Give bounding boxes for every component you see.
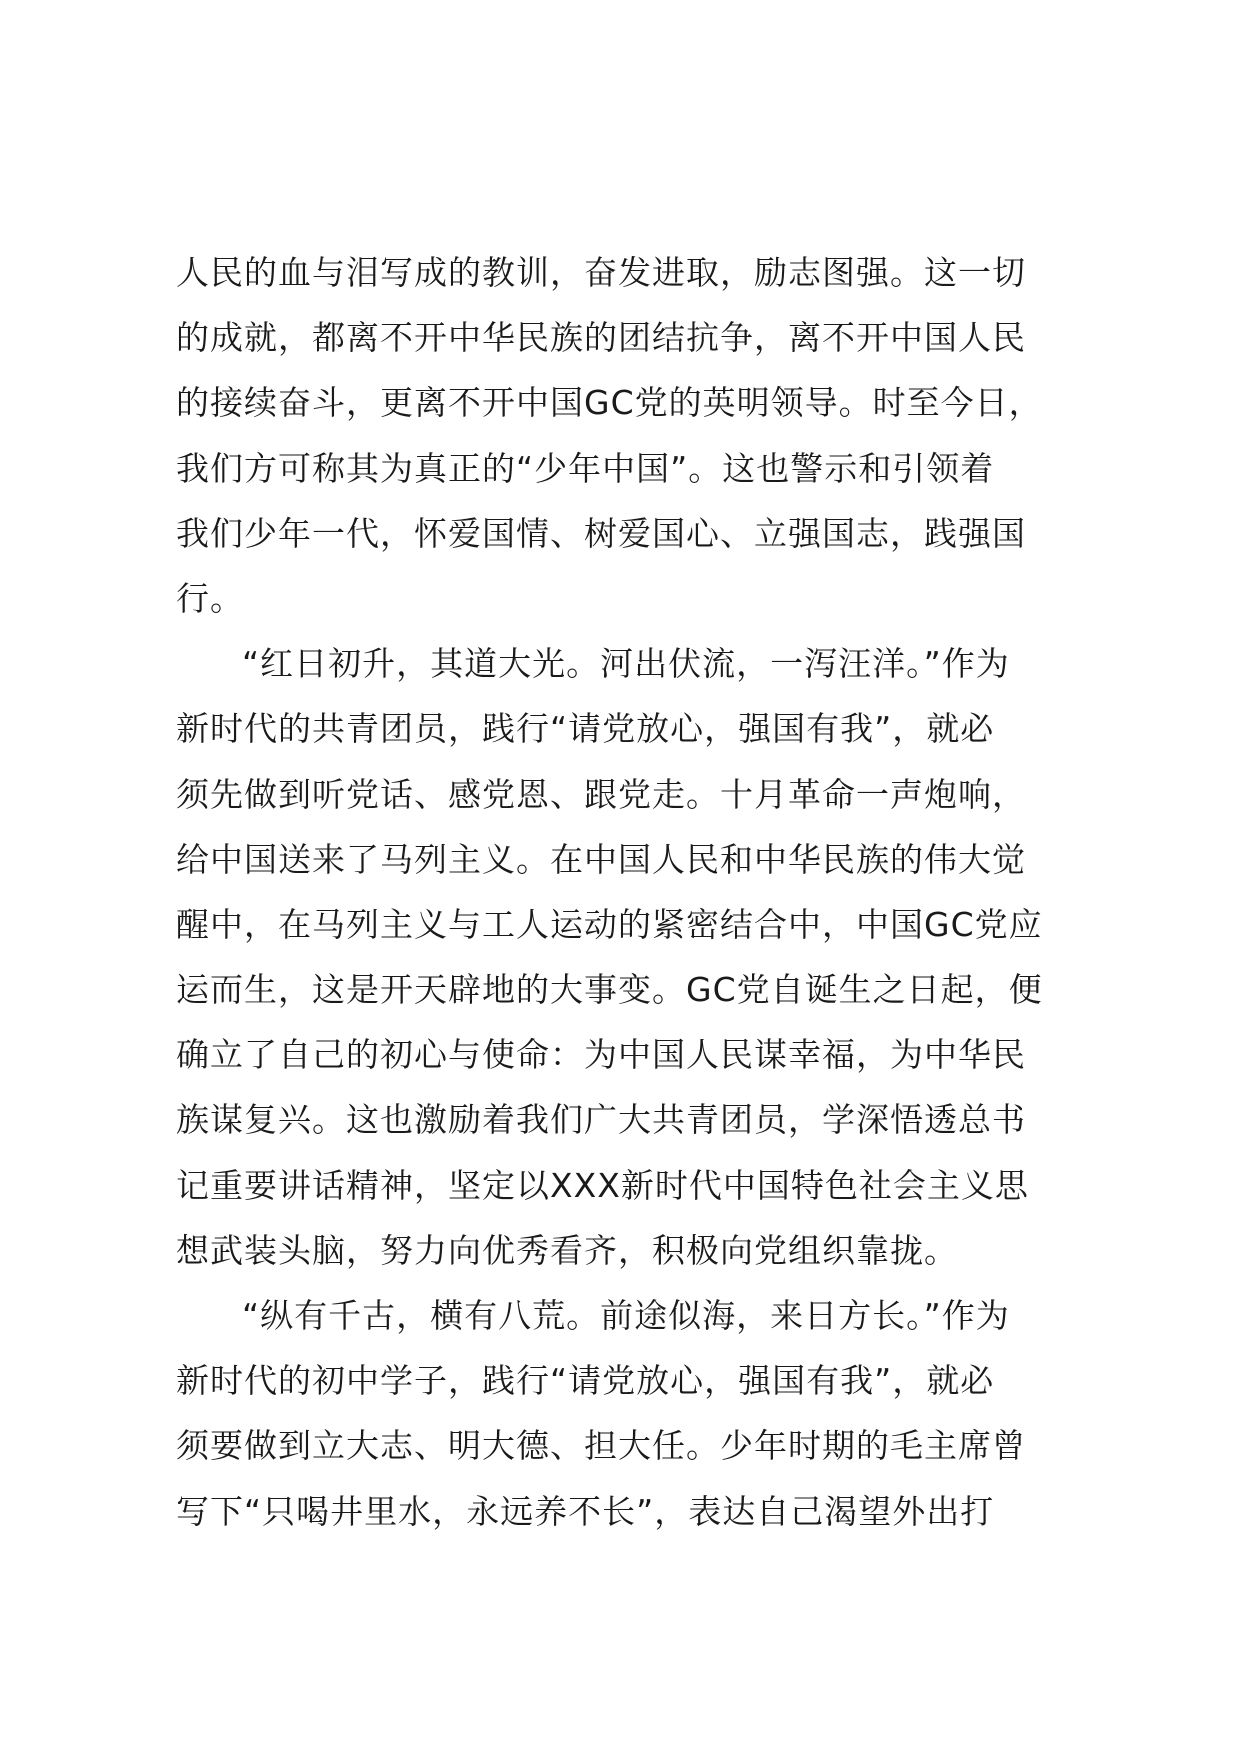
text-line: 须先做到听党话、感党恩、跟党走。十月革命一声炮响， [176, 774, 1026, 814]
text-line: 确立了自己的初心与使命：为中国人民谋幸福，为中华民 [176, 1035, 1026, 1075]
text-line: 人民的血与泪写成的教训，奋发进取，励志图强。这一切 [176, 253, 1026, 292]
text-line: 我们少年一代，怀爱国情、树爱国心、立强国志，践强国 [176, 513, 1026, 553]
text-line: 运而生，这是开天辟地的大事变。GC党自诞生之日起，便 [176, 970, 1043, 1010]
text-line: 写下“只喝井里水，永远养不长”，表达自己渴望外出打 [176, 1491, 995, 1531]
text-line: 想武装头脑，努力向优秀看齐，积极向党组织靠拢。 [176, 1230, 958, 1270]
text-line: 新时代的共青团员，践行“请党放心，强国有我”，就必 [176, 709, 995, 749]
text-line: 的成就，都离不开中华民族的团结抗争，离不开中国人民 [176, 318, 1026, 358]
document-body [176, 240, 1096, 1544]
text-line: 记重要讲话精神，坚定以XXX新时代中国特色社会主义思 [176, 1165, 1029, 1205]
text-line: 行。 [176, 578, 244, 618]
text-line: 新时代的初中学子，践行“请党放心，强国有我”，就必 [176, 1361, 995, 1401]
text-line: 给中国送来了马列主义。在中国人民和中华民族的伟大觉 [176, 839, 1026, 879]
text-line: 的接续奋斗，更离不开中国GC党的英明领导。时至今日， [176, 383, 1043, 423]
text-line: 我们方可称其为真正的“少年中国”。这也警示和引领着 [176, 448, 995, 488]
text-line: “纵有千古，横有八荒。前途似海，来日方长。”作为 [242, 1296, 1010, 1335]
text-line: 醒中，在马列主义与工人运动的紧密结合中，中国GC党应 [176, 904, 1043, 944]
text-line: 须要做到立大志、明大德、担大任。少年时期的毛主席曾 [176, 1426, 1026, 1466]
text-line: “红日初升，其道大光。河出伏流，一泻汪洋。”作为 [242, 644, 1010, 684]
text-line: 族谋复兴。这也激励着我们广大共青团员，学深悟透总书 [176, 1100, 1026, 1140]
